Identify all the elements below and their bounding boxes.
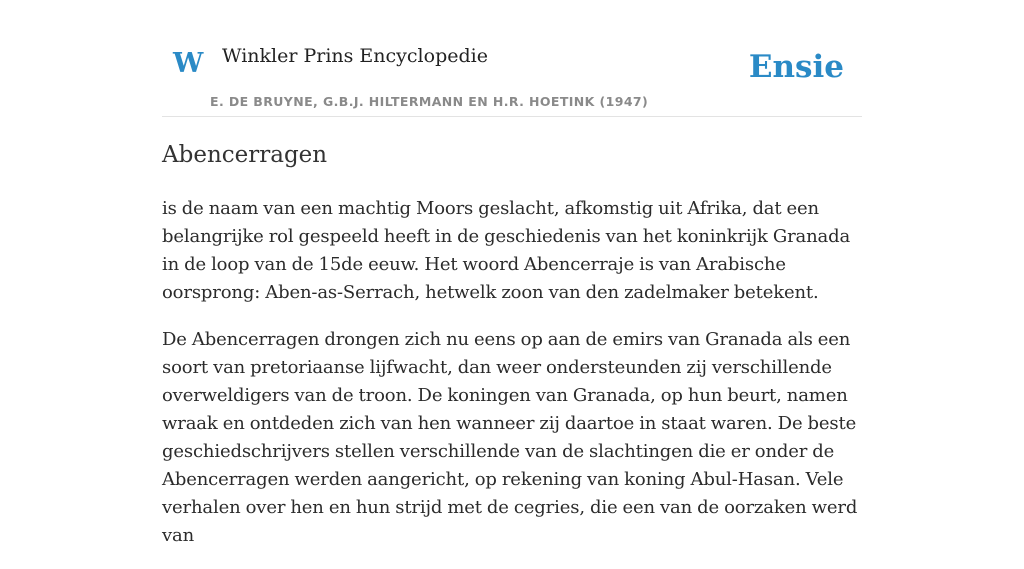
brand-logo[interactable]: Ensie bbox=[748, 49, 844, 85]
publication-meta: E. DE BRUYNE, G.B.J. HILTERMANN EN H.R. HOETINK (1947) bbox=[210, 94, 649, 109]
article-title: Abencerragen bbox=[162, 142, 328, 168]
article bbox=[162, 136, 862, 569]
publication-logo[interactable]: W bbox=[173, 48, 204, 79]
publication-title[interactable]: Winkler Prins Encyclopedie bbox=[222, 45, 488, 67]
article-paragraph: is de naam van een machtig Moors geslacht, afkomstig uit Afrika, dat een belangrijke rol gespeeld heeft in de geschiedenis van het koninkrijk Granada in de loop van de 15de eeuw. Het woord Abencerraje is van Arabische oorsprong: Aben-as-Serrach, hetwelk zoon van den zadelmaker betekent. bbox=[162, 198, 851, 303]
article-paragraph: De Abencerragen drongen zich nu eens op aan de emirs van Granada als een soort van pretoriaanse lijfwacht, dan weer ondersteunden zij verschillende overweldigers van de troon. De koningen van Granada, op hun beurt, namen wraak en ontdeden zich van hen wanneer zij daartoe in staat waren. De beste geschiedschrijvers stellen verschillende van de slachtingen die er onder de Abencerragen werden aangericht, op rekening van koning Abul-Hasan. Vele verhalen over hen en hun strijd met de cegries, die een van de oorzaken werd van bbox=[162, 329, 858, 546]
site-header bbox=[162, 0, 862, 117]
